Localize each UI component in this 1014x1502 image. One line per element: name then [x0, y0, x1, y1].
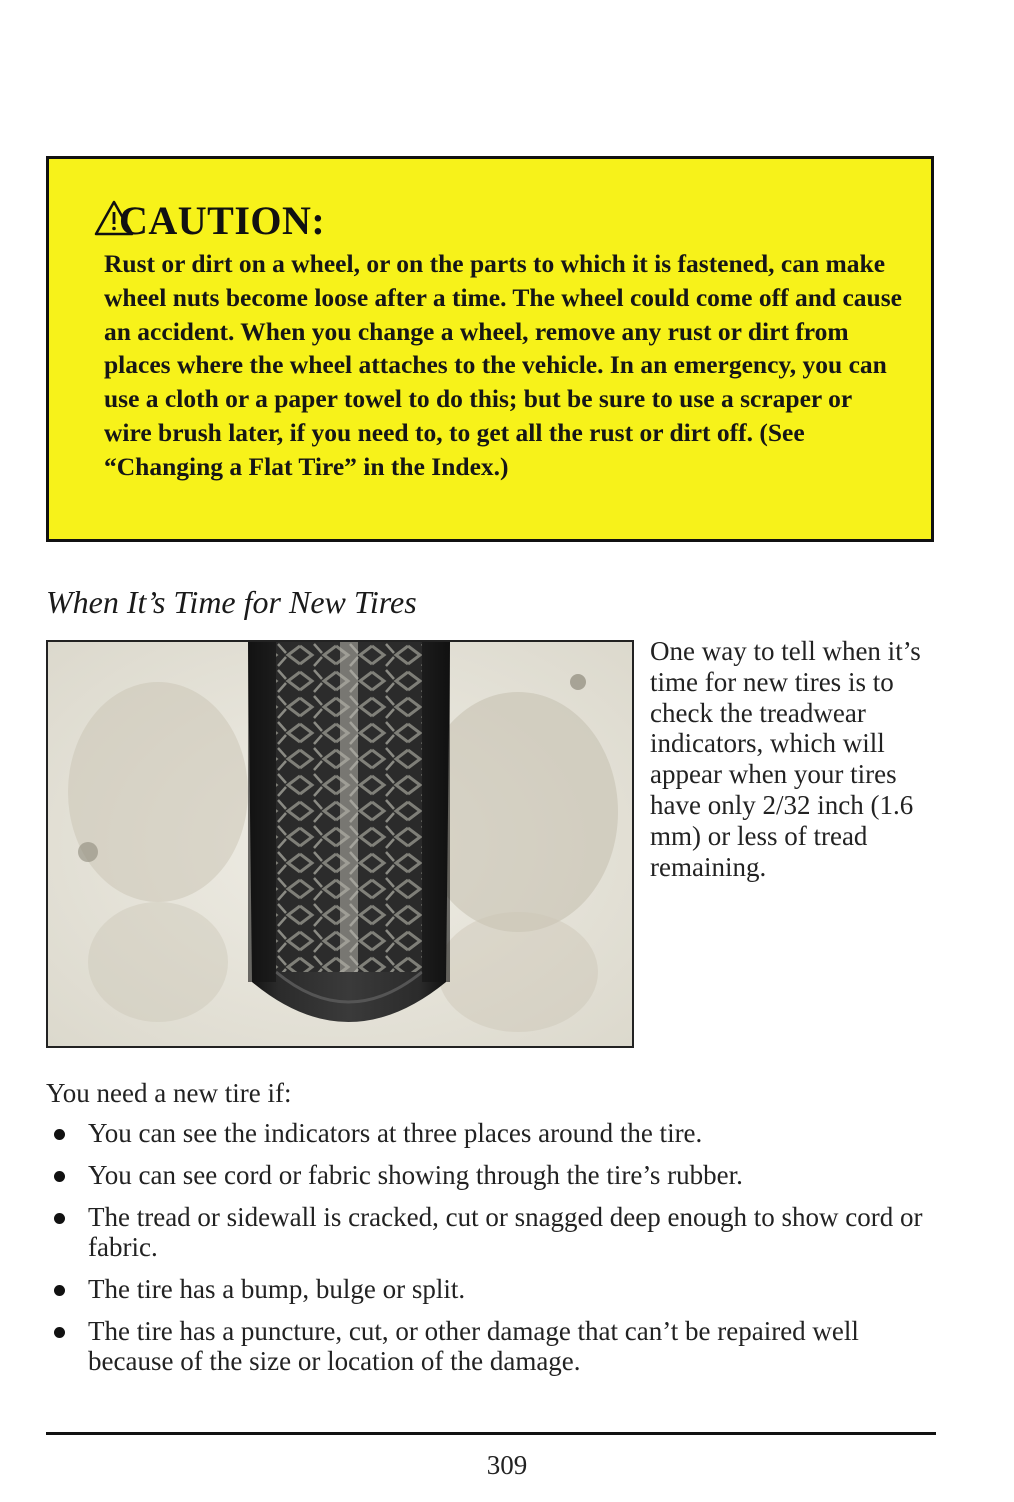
bullet-icon [54, 1327, 65, 1338]
footer-divider [46, 1432, 936, 1435]
list-item-text: You can see cord or fabric showing through the tire’s rubber. [88, 1160, 743, 1190]
list-item [46, 1202, 926, 1262]
list-item [46, 1118, 926, 1148]
bullet-icon [54, 1171, 65, 1182]
list-item [46, 1316, 926, 1376]
section-heading: When It’s Time for New Tires [46, 584, 417, 620]
list-item [46, 1160, 926, 1190]
list-item-text: The tire has a puncture, cut, or other damage that can’t be repaired well because of the size or location of the damage. [88, 1316, 859, 1376]
list-item-text: The tire has a bump, bulge or split. [88, 1274, 466, 1304]
new-tire-conditions-list [46, 1118, 926, 1388]
list-item-text: You can see the indicators at three places around the tire. [88, 1118, 703, 1148]
tire-photo [46, 640, 634, 1048]
list-item-text: The tread or sidewall is cracked, cut or snagged deep enough to show cord or fabric. [88, 1202, 923, 1262]
list-item [46, 1274, 926, 1304]
caution-title: CAUTION: [119, 198, 326, 243]
treadwear-description: One way to tell when it’s time for new tires is to check the treadwear indicators, which will appear when your tires have only 2/32 inch (1.6 mm) or less of tread remaining. [650, 636, 921, 882]
bullet-icon [54, 1129, 65, 1140]
page-number: 309 [486, 1450, 528, 1480]
tire-image [48, 642, 632, 1046]
bullet-icon [54, 1213, 65, 1224]
list-intro: You need a new tire if: [46, 1078, 292, 1108]
caution-text: Rust or dirt on a wheel, or on the parts to which it is fastened, can make wheel nuts become loose after a time. The wheel could come off and cause an accident. When you change a wheel, remove any rust or dirt from places where the wheel attaches to the vehicle. In an emergency, you can use a cloth or a paper towel to do this; but be sure to use a scraper or wire brush later, if you need to, to get all the rust or dirt off. (See “Changing a Flat Tire” in the Index.) [104, 249, 902, 481]
caution-box [46, 156, 934, 542]
bullet-icon [54, 1285, 65, 1296]
